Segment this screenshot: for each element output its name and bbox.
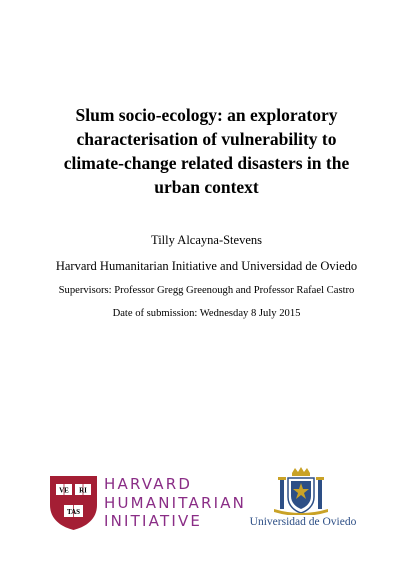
shield-text-ri: RI (79, 486, 87, 495)
universidad-de-oviedo-logo-text: Universidad de Oviedo (249, 516, 357, 528)
title-line: Slum socio-ecology: an exploratory (75, 105, 338, 125)
affiliation: Harvard Humanitarian Initiative and Universidad de Oviedo (55, 259, 358, 273)
harvard-humanitarian-initiative-logo-text (104, 475, 246, 531)
title-line: characterisation of vulnerability to (76, 129, 337, 149)
author-name: Tilly Alcayna-Stevens (151, 233, 262, 247)
shield-text-ve: VE (59, 486, 69, 495)
title-line: climate-change related disasters in the (63, 153, 350, 173)
harvard-shield-icon (49, 475, 98, 531)
shield-text-tas: TAS (66, 508, 81, 516)
title-line: urban context (154, 177, 259, 197)
document-title (30, 103, 383, 199)
logo-text-line: INITIATIVE (104, 512, 203, 530)
supervisors: Supervisors: Professor Gregg Greenough and Professor Rafael Castro (58, 285, 355, 296)
logo-text-line: HUMANITARIAN (104, 493, 247, 512)
oviedo-crest-icon (270, 465, 332, 515)
submission-date: Date of submission: Wednesday 8 July 2015 (112, 308, 301, 319)
logo-text-line: HARVARD (104, 475, 193, 493)
